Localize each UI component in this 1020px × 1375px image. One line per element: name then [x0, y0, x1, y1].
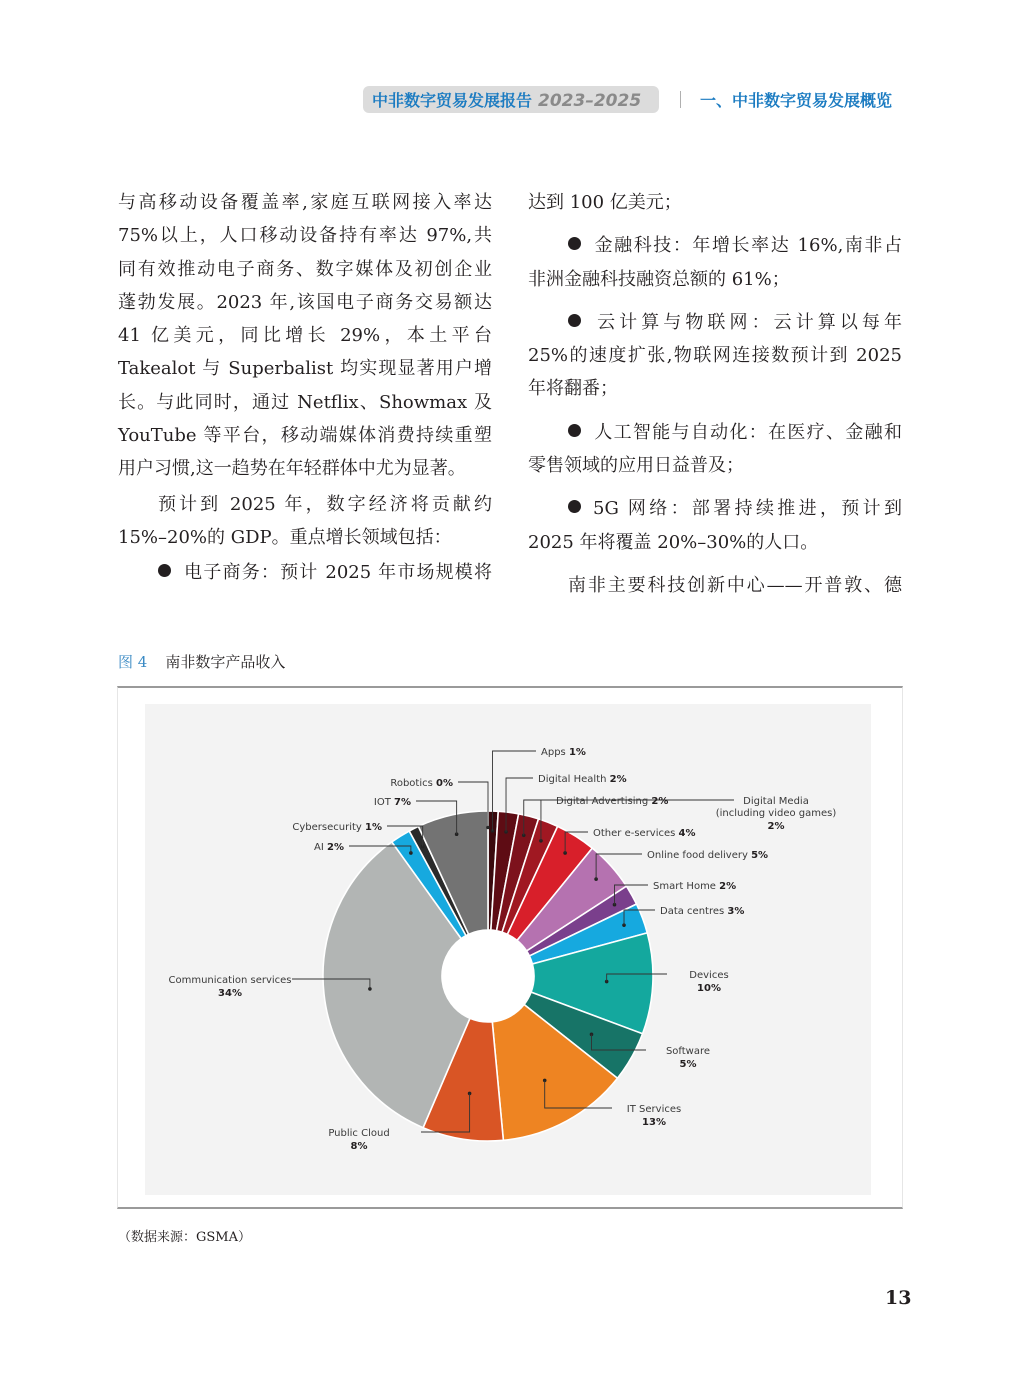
text-line: 云计算与物联网：云计算以每年: [593, 311, 902, 333]
text-line: Takealot 与 Superbalist 均实现显著用户增: [118, 358, 492, 380]
text-line: 41 亿美元，同比增长 29%，本土平台: [118, 325, 492, 347]
left-column: [118, 186, 492, 590]
slice-value: 2%: [609, 774, 627, 785]
slice-value: 2%: [767, 821, 785, 832]
bullet-cloud-iot: [528, 306, 902, 406]
text-line: 非洲金融科技融资总额的 61%；: [528, 268, 790, 290]
text-line: 南非主要科技创新中心——开普敦、德: [568, 574, 902, 596]
text-line: 年将翻番；: [528, 378, 618, 400]
slice-label: IOT 7%: [373, 797, 411, 808]
bullet-ai: [528, 416, 902, 483]
text-line: 预计到 2025 年，数字经济将贡献约: [158, 493, 492, 515]
slice-value: 5%: [751, 850, 769, 861]
paragraph-forecast: [118, 488, 492, 555]
slice-value: 34%: [218, 988, 242, 999]
text-line: 达到 100 亿美元；: [528, 192, 682, 213]
bullet-icon: [568, 424, 581, 437]
figure-caption: [118, 651, 285, 672]
slice-value: 0%: [436, 778, 453, 789]
report-title: 中非数字贸易发展报告: [372, 91, 533, 110]
bullet-ecommerce-continued: [528, 186, 902, 219]
slice-value: 7%: [394, 797, 411, 808]
slice-value: 4%: [678, 828, 696, 839]
slice-value: 5%: [679, 1059, 697, 1070]
bullet-line: [528, 229, 902, 262]
text-line: 15%–20%的 GDP。重点增长领域包括：: [118, 526, 452, 548]
bullet-icon: [568, 500, 581, 513]
slice-label: Data centres 3%: [660, 906, 745, 917]
bullet-icon: [158, 564, 171, 577]
bullet-ecommerce: [118, 556, 492, 589]
slice-value: 2%: [651, 796, 669, 807]
text-line: 用户习惯,这一趋势在年轻群体中尤为显著。: [118, 458, 466, 480]
slice-label: Smart Home 2%: [653, 881, 737, 892]
slice-value: 1%: [568, 747, 586, 758]
slice-label: Other e-services 4%: [593, 828, 696, 839]
slice-label: Online food delivery 5%: [647, 850, 769, 861]
slice-label: Software 5%: [665, 1046, 711, 1070]
doughnut-hole: [442, 930, 534, 1022]
bullet-line: [528, 306, 902, 339]
paragraph-ecommerce: [118, 186, 492, 486]
text-line: 2025 年将覆盖 20%–30%的人口。: [528, 531, 819, 553]
bullet-5g: [528, 492, 902, 559]
running-header-report: [372, 88, 641, 111]
text-line: 同有效推动电子商务、数字媒体及初创企业: [118, 258, 492, 280]
text-line: 与高移动设备覆盖率,家庭互联网接入率达: [118, 192, 492, 213]
slice-value: 2%: [719, 881, 737, 892]
slice-label: Apps 1%: [541, 747, 586, 758]
slice-label: IT Services 13%: [626, 1104, 682, 1128]
paragraph-tech-hubs: [528, 569, 902, 602]
text-line: 蓬勃发展。2023 年,该国电子商务交易额达: [118, 291, 492, 313]
bullet-line: [528, 492, 902, 525]
page-number: 13: [885, 1287, 912, 1309]
text-line: YouTube 等平台，移动端媒体消费持续重塑: [118, 425, 492, 447]
text-line: 75%以上，人口移动设备持有率达 97%,共: [118, 225, 492, 247]
data-source: （数据来源：GSMA）: [118, 1230, 251, 1245]
slice-value: 10%: [697, 983, 721, 994]
figure-title: 南非数字产品收入: [165, 653, 286, 671]
bullet-fintech: [528, 229, 902, 296]
bullet-line: [118, 556, 492, 589]
slice-label: AI 2%: [314, 842, 344, 853]
slice-value: 2%: [327, 842, 344, 853]
slice-label: Communication services 34%: [168, 975, 292, 999]
slice-label: Cybersecurity 1%: [292, 822, 382, 833]
figure-number: 图 4: [118, 653, 148, 671]
text-line: 25%的速度扩张,物联网连接数预计到 2025: [528, 345, 902, 367]
text-line: 零售领域的应用日益普及；: [528, 455, 744, 477]
header-divider: [680, 91, 681, 108]
slice-label: Digital Health 2%: [538, 774, 627, 785]
report-years: 2023–2025: [538, 91, 642, 111]
text-line: 5G 网络：部署持续推进，预计到: [593, 498, 902, 520]
bullet-icon: [568, 237, 581, 250]
slice-label: Digital Advertising 2%: [556, 796, 669, 807]
text-line: 金融科技：年增长率达 16%,南非占: [593, 235, 902, 257]
text-line: 电子商务：预计 2025 年市场规模将: [183, 562, 492, 584]
slice-value: 13%: [642, 1117, 666, 1128]
text-line: 长。与此同时，通过 Netflix、Showmax 及: [118, 391, 492, 413]
slice-value: 3%: [727, 906, 745, 917]
bullet-line: [528, 416, 902, 449]
slice-label: Public Cloud 8%: [328, 1128, 390, 1152]
doughnut-chart: [145, 704, 871, 1195]
chapter-title: 一、中非数字贸易发展概览: [700, 91, 893, 110]
text-line: 人工智能与自动化：在医疗、金融和: [593, 421, 902, 443]
slice-label: Robotics 0%: [390, 778, 453, 789]
right-column: [528, 186, 902, 602]
slice-label: Devices 10%: [689, 970, 729, 994]
slice-value: 8%: [350, 1141, 368, 1152]
slice-value: 1%: [365, 822, 382, 833]
slice-label: Digital Media (including video games) 2%: [715, 796, 837, 832]
bullet-icon: [568, 314, 581, 327]
